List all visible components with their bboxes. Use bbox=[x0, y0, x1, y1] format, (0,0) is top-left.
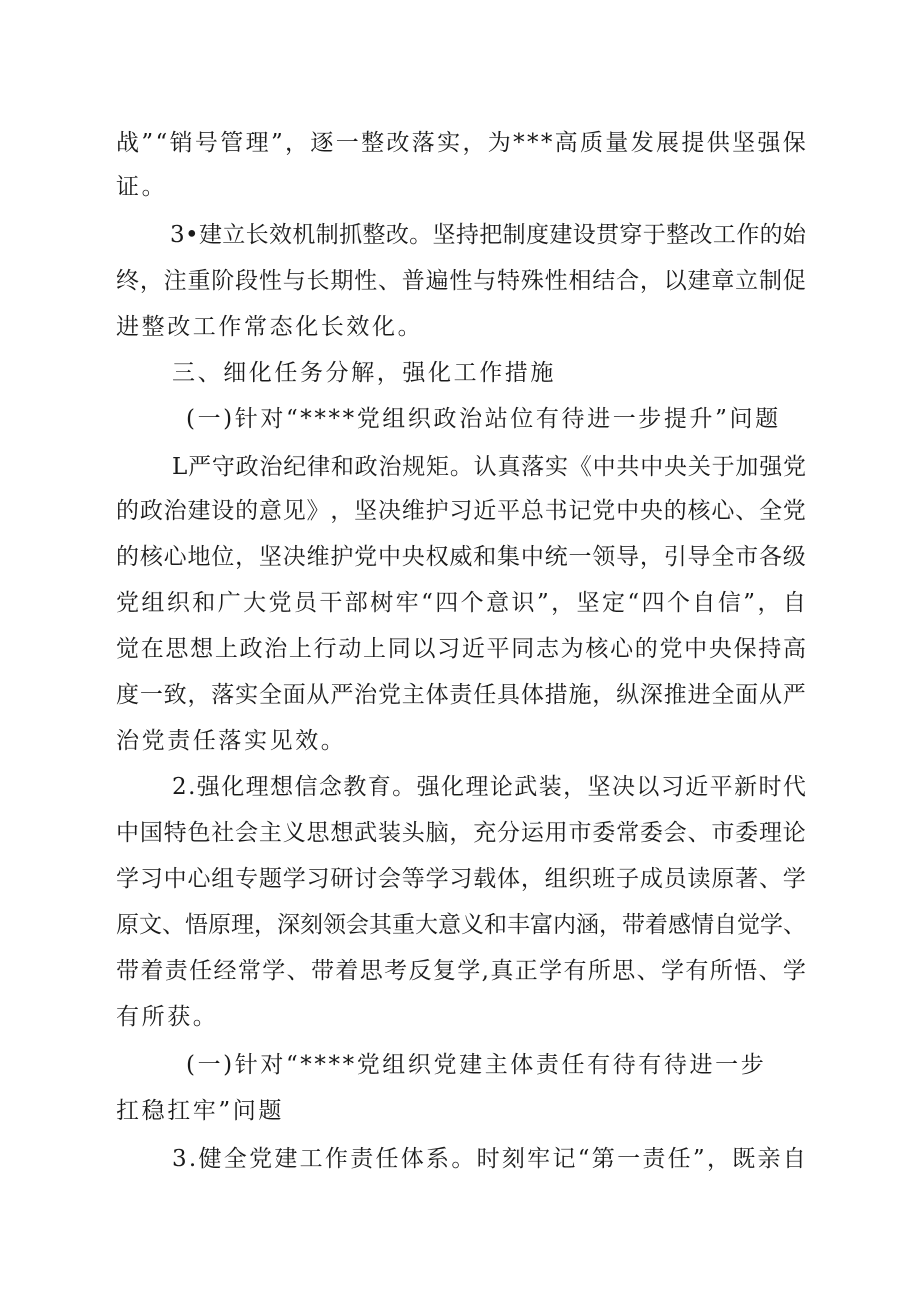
paragraph-line: 原 文 、 悟 原 理 ， 深 刻 领 会 其 重 大 意 义 和 丰 富 内 涵 ， 带 着 感 情 自 觉 学 、 bbox=[116, 912, 806, 938]
paragraph-line: 证。 bbox=[116, 174, 168, 200]
paragraph-line: 中 国 特 色 社 会 主 义 思 想 武 装 头 脑 ， 充 分 运 用 市 委 常 委 会 、 市 委 理 论 bbox=[116, 820, 806, 846]
section-heading: 三、细化任务分解，强化工作措施 bbox=[172, 360, 556, 386]
paragraph-line: 的 政 治 建 设 的 意 见 》 ， 坚 决 维 护 习 近 平 总 书 记 党 中 央 的 核 心 、 全 党 bbox=[116, 498, 806, 524]
paragraph-line: 2 . 强 化 理 想 信 念 教 育 。 强 化 理 论 武 装 ， 坚 决 以 习 近 平 新 时 代 bbox=[172, 774, 806, 800]
paragraph-line: 党 组 织 和 广 大 党 员 干 部 树 牢 “ 四 个 意 识 ” ， 坚 定 “ 四 个 自 信 ” ， 自 bbox=[116, 590, 806, 616]
paragraph-line: L 严 守 政 治 纪 律 和 政 治 规 矩 。 认 真 落 实 《 中 共 中 央 关 于 加 强 党 bbox=[172, 454, 806, 480]
paragraph-line: 觉 在 思 想 上 政 治 上 行 动 上 同 以 习 近 平 同 志 为 核 心 的 党 中 央 保 持 高 bbox=[116, 636, 806, 662]
subsection-heading: 扛稳扛牢”问题 bbox=[116, 1098, 284, 1124]
subsection-heading: (一)针对“****党组织政治站位有待进一步提升”问题 bbox=[186, 406, 781, 432]
paragraph-line: 有所获。 bbox=[116, 1004, 219, 1030]
paragraph-line: 3 . 健 全 党 建 工 作 责 任 体 系 。 时 刻 牢 记 “ 第 一 责 任 ” ， 既 亲 自 bbox=[172, 1146, 806, 1172]
paragraph-line: 战 ” “ 销 号 管 理 ” ， 逐 一 整 改 落 实 ， 为 * * * 高 质 量 发 展 提 供 坚 强 保 bbox=[116, 130, 806, 156]
paragraph-line: 度 一 致 ， 落 实 全 面 从 严 治 党 主 体 责 任 具 体 措 施 ， 纵 深 推 进 全 面 从 严 bbox=[116, 682, 806, 708]
paragraph-line: 3 • 建 立 长 效 机 制 抓 整 改 。 坚 持 把 制 度 建 设 贯 穿 于 整 改 工 作 的 始 bbox=[170, 222, 806, 248]
paragraph-line: 终 ， 注 重 阶 段 性 与 长 期 性 、 普 遍 性 与 特 殊 性 相 结 合 ， 以 建 章 立 制 促 bbox=[116, 268, 806, 294]
paragraph-line: 治党责任落实见效。 bbox=[116, 728, 347, 754]
paragraph-line: 学 习 中 心 组 专 题 学 习 研 讨 会 等 学 习 载 体 ， 组 织 班 子 成 员 读 原 著 、 学 bbox=[116, 866, 806, 892]
subsection-heading: (一)针对“****党组织党建主体责任有待有待进一步 bbox=[186, 1052, 767, 1078]
paragraph-line: 的 核 心 地 位 ， 坚 决 维 护 党 中 央 权 威 和 集 中 统 一 领 导 ， 引 导 全 市 各 级 bbox=[116, 544, 806, 570]
paragraph-line: 进整改工作常态化长效化。 bbox=[116, 314, 424, 340]
paragraph-line: 带 着 责 任 经 常 学 、 带 着 思 考 反 复 学 , 真 正 学 有 所 思 、 学 有 所 悟 、 学 bbox=[116, 958, 806, 984]
